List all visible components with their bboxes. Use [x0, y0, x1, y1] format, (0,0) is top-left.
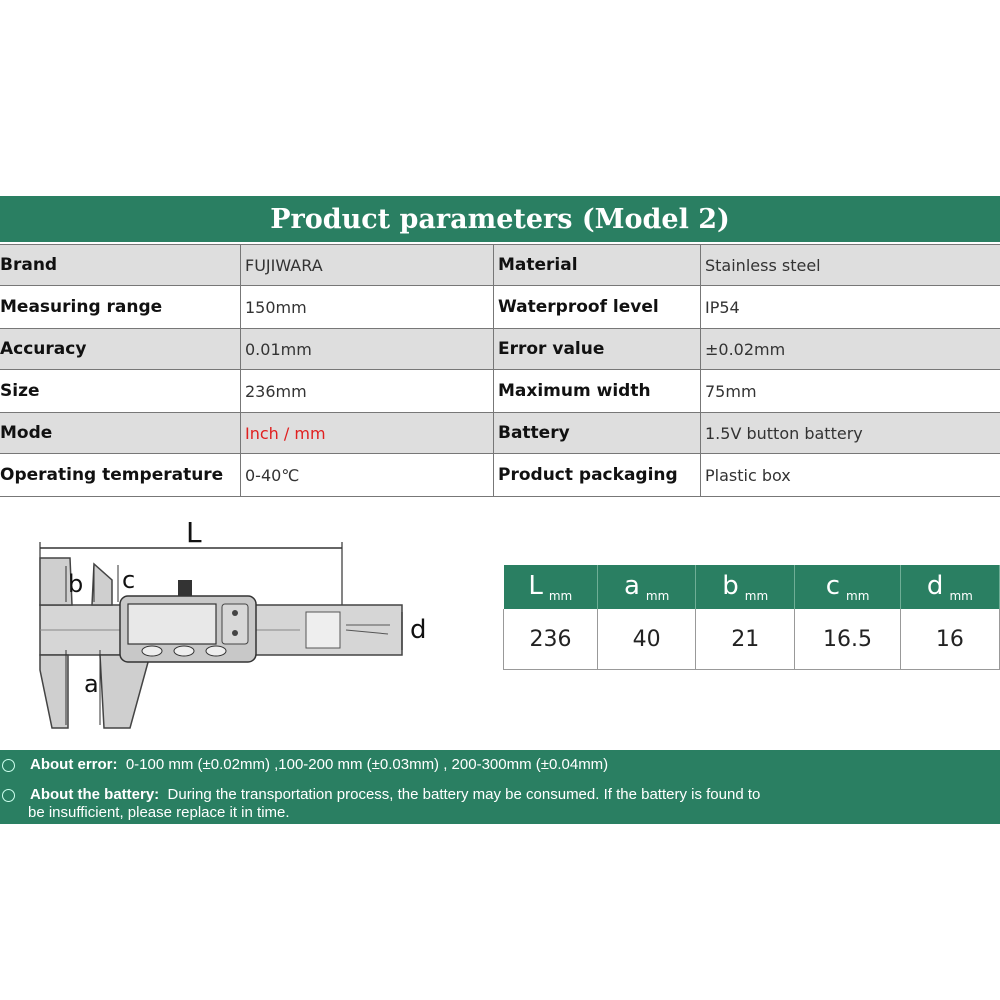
param-key: Maximum width: [494, 370, 701, 413]
table-row: [0, 329, 1000, 370]
param-value: 236mm: [241, 370, 494, 413]
notes-panel: [0, 750, 1000, 824]
param-value: 0-40℃: [241, 454, 494, 497]
dimensions-table: [503, 565, 1000, 670]
label-d: d: [410, 615, 427, 645]
table-row: [0, 454, 1000, 497]
digital-display: [128, 604, 216, 644]
param-key: Operating temperature: [0, 454, 241, 497]
param-key: Material: [494, 245, 701, 286]
dim-value: 21: [696, 609, 795, 670]
label-l: L: [186, 516, 202, 549]
param-key: Error value: [494, 329, 701, 370]
page-title: Product parameters (Model 2): [0, 196, 1000, 242]
dim-value: 236: [504, 609, 598, 670]
thumb-screw: [178, 580, 192, 596]
param-key: Mode: [0, 413, 241, 454]
caliper-diagram: [0, 510, 470, 740]
param-value: IP54: [701, 286, 1000, 329]
table-row: [0, 245, 1000, 286]
dim-header: a $_{mm}$: [598, 565, 696, 609]
battery-note-continued: be insufficient, please replace it in time.: [28, 804, 290, 821]
dim-value: 16: [900, 609, 999, 670]
param-value: Inch / mm: [241, 413, 494, 454]
param-value: 0.01mm: [241, 329, 494, 370]
parameters-table: [0, 244, 1000, 497]
bullet-icon: [2, 759, 15, 772]
table-row: [0, 413, 1000, 454]
param-value: FUJIWARA: [241, 245, 494, 286]
dim-header: d $_{mm}$: [900, 565, 999, 609]
bullet-icon: [2, 789, 15, 802]
param-key: Product packaging: [494, 454, 701, 497]
param-key: Waterproof level: [494, 286, 701, 329]
label-b: b: [68, 570, 84, 598]
param-key: Battery: [494, 413, 701, 454]
param-value: 1.5V button battery: [701, 413, 1000, 454]
dim-header: c $_{mm}$: [795, 565, 900, 609]
table-row: [0, 370, 1000, 413]
table-row: [0, 286, 1000, 329]
param-key: Accuracy: [0, 329, 241, 370]
param-value: Plastic box: [701, 454, 1000, 497]
param-value: ±0.02mm: [701, 329, 1000, 370]
battery-note: About the battery: During the transportation process, the battery may be consumed. If the battery is found to: [30, 786, 760, 803]
param-key: Brand: [0, 245, 241, 286]
dim-value: 16.5: [795, 609, 900, 670]
param-key: Size: [0, 370, 241, 413]
dim-header: b $_{mm}$: [696, 565, 795, 609]
dim-value: 40: [598, 609, 696, 670]
label-a: a: [84, 670, 99, 698]
param-value: Stainless steel: [701, 245, 1000, 286]
param-value: 150mm: [241, 286, 494, 329]
param-value: 75mm: [701, 370, 1000, 413]
error-note: About error: 0-100 mm (±0.02mm) ,100-200 mm (±0.03mm) , 200-300mm (±0.04mm): [30, 756, 608, 773]
label-c: c: [122, 566, 136, 594]
dim-header: L $_{mm}$: [504, 565, 598, 609]
param-key: Measuring range: [0, 286, 241, 329]
